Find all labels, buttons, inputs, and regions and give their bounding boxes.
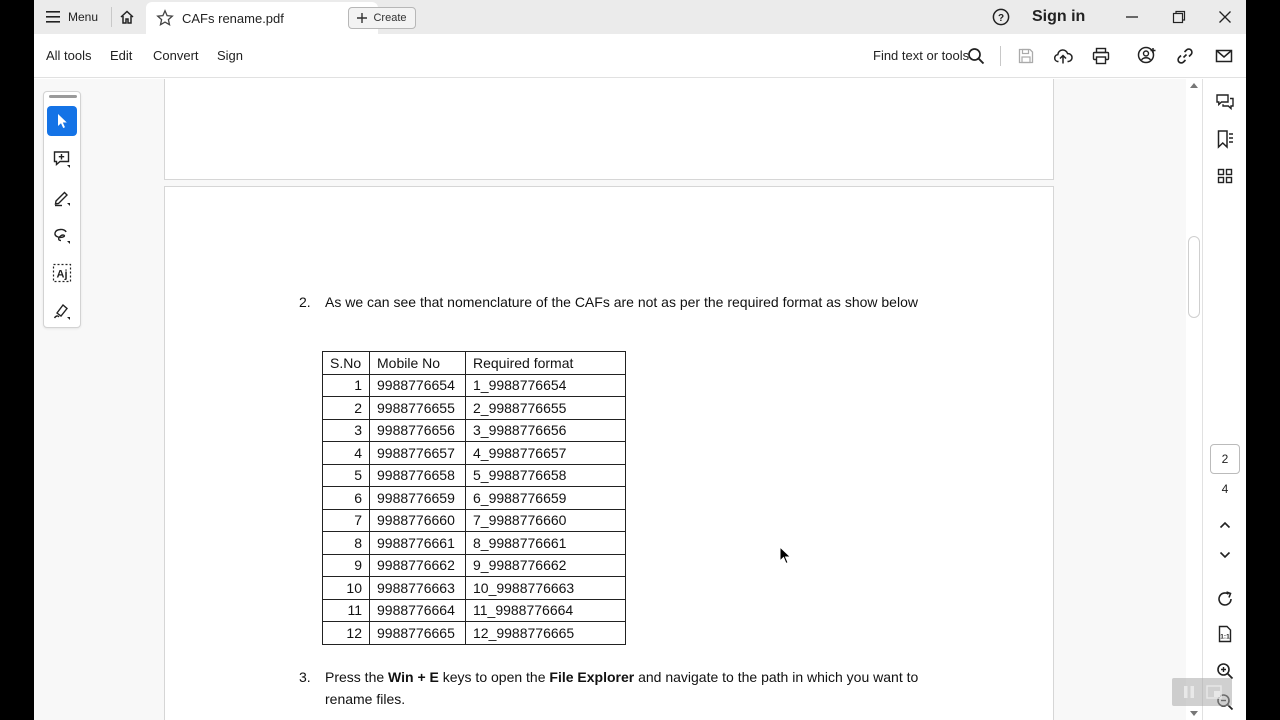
column-header: Required format [466,352,626,375]
rotate-button[interactable] [1215,589,1235,609]
serial-number-cell: 6 [323,487,370,510]
print-button[interactable] [1091,46,1111,66]
menu-label: Menu [68,10,99,24]
main-toolbar [34,34,1246,78]
picture-in-picture-icon[interactable] [1206,685,1222,699]
create-button[interactable] [348,7,416,29]
mobile-number-cell: 9988776665 [370,622,466,645]
link-icon [1176,47,1194,65]
table-row [323,419,626,442]
paragraph-item-2: As we can see that nomenclature of the CAFs are not as per the required format as show below [325,294,918,310]
required-format-cell: 1_9988776654 [466,374,626,397]
serial-number-cell: 7 [323,509,370,532]
print-icon [1092,47,1110,65]
drag-handle[interactable] [49,95,77,98]
highlight-tool[interactable] [47,182,77,212]
table-row [323,374,626,397]
save-icon [1017,47,1035,65]
video-overlay-controls[interactable] [1172,678,1232,706]
current-page-input[interactable]: 2 [1210,444,1240,474]
mobile-number-cell: 9988776654 [370,374,466,397]
add-comment-tool[interactable] [47,144,77,174]
bold-keys-text: Win + E [388,669,439,685]
table-header-row [323,352,626,375]
serial-number-cell: 8 [323,532,370,555]
mobile-number-cell: 9988776664 [370,599,466,622]
pdf-page-2 [164,186,1054,720]
mobile-number-cell: 9988776663 [370,577,466,600]
serial-number-cell: 5 [323,464,370,487]
text-run: Press the [325,669,389,685]
minimize-icon [1125,10,1139,24]
add-user-icon [1137,46,1157,66]
mobile-number-cell: 9988776655 [370,397,466,420]
copy-link-button[interactable] [1175,46,1195,66]
restore-icon [1172,10,1186,24]
required-format-cell: 5_9988776658 [466,464,626,487]
freehand-draw-icon [52,225,72,245]
right-side-rail [1202,79,1246,720]
acrobat-window [34,0,1246,720]
rotate-icon [1216,590,1234,608]
pen-highlight-icon [52,187,72,207]
search-button[interactable] [966,46,986,66]
serial-number-cell: 4 [323,442,370,465]
home-button[interactable] [114,4,140,30]
all-tools-menu[interactable]: All tools [46,48,92,63]
restore-button[interactable] [1168,6,1190,28]
text-run: and navigate to the path in which you want to [634,669,919,685]
paragraph-item-3-line-2: rename files. [325,691,406,707]
fill-sign-tool[interactable] [47,296,77,326]
save-button[interactable] [1016,46,1036,66]
tab-title: CAFs rename.pdf [182,10,284,26]
pdf-page-1 [164,79,1054,180]
help-button[interactable] [992,8,1010,26]
comment-add-icon [52,149,72,169]
sign-menu[interactable]: Sign [217,48,244,63]
table-row [323,599,626,622]
document-tab[interactable] [146,2,378,34]
mobile-number-cell: 9988776656 [370,419,466,442]
sign-pen-icon [52,301,72,321]
quick-tools-panel [43,91,81,328]
mobile-number-cell: 9988776658 [370,464,466,487]
bookmarks-panel-button[interactable] [1215,129,1235,149]
mobile-number-cell: 9988776659 [370,487,466,510]
scroll-up-arrow[interactable] [1190,83,1198,88]
document-viewport[interactable] [34,79,1202,720]
text-run: keys to open the [438,669,550,685]
find-text-or-tools[interactable]: Find text or tools [873,48,970,63]
table-row [323,532,626,555]
table-row [323,442,626,465]
required-format-cell: 11_9988776664 [466,599,626,622]
serial-number-cell: 9 [323,554,370,577]
table-row [323,554,626,577]
create-label: Create [373,12,407,24]
share-user-button[interactable] [1137,46,1157,66]
required-format-cell: 12_9988776665 [466,622,626,645]
table-row [323,577,626,600]
mouse-cursor-icon [779,546,793,566]
paragraph-item-3 [325,669,918,685]
title-tab-bar [34,0,1246,34]
table-row [323,509,626,532]
home-icon [119,9,135,25]
required-format-cell: 7_9988776660 [466,509,626,532]
draw-tool[interactable] [47,220,77,250]
svg-text:Aj: Aj [56,268,68,281]
previous-page-button[interactable] [1215,515,1235,535]
chevron-down-icon [1219,551,1231,559]
minimize-button[interactable] [1121,6,1143,28]
table-row [323,487,626,510]
left-letterbox [0,0,34,720]
vertical-scrollbar[interactable] [1186,79,1202,720]
serial-number-cell: 11 [323,599,370,622]
menu-button[interactable] [38,4,110,30]
mobile-number-cell: 9988776661 [370,532,466,555]
column-header: Mobile No [370,352,466,375]
cafs-table [322,351,626,645]
cursor-arrow-icon [55,113,69,129]
mobile-number-cell: 9988776657 [370,442,466,465]
pause-icon[interactable] [1182,685,1196,699]
required-format-cell: 4_9988776657 [466,442,626,465]
table-row [323,397,626,420]
scrollbar-thumb[interactable] [1188,236,1200,318]
email-icon [1215,48,1233,64]
column-header: S.No [323,352,370,375]
serial-number-cell: 10 [323,577,370,600]
text-select-icon [52,263,72,283]
convert-menu[interactable]: Convert [153,48,199,63]
right-letterbox [1246,0,1280,720]
grid-icon [1217,168,1233,184]
mobile-number-cell: 9988776660 [370,509,466,532]
bold-file-explorer-text: File Explorer [549,669,635,685]
table-row [323,464,626,487]
divider [111,7,112,27]
hamburger-icon [46,11,60,23]
required-format-cell: 6_9988776659 [466,487,626,510]
page-fit-icon [1216,625,1234,643]
edit-menu[interactable]: Edit [110,48,133,63]
required-format-cell: 8_9988776661 [466,532,626,555]
actual-size-button[interactable] [1215,624,1235,644]
close-window-button[interactable] [1214,6,1236,28]
chevron-up-icon [1219,521,1231,529]
total-pages: 4 [1221,482,1229,496]
required-format-cell: 2_9988776655 [466,397,626,420]
svg-text:?: ? [997,13,1005,24]
thumbnails-panel-button[interactable] [1215,166,1235,186]
scroll-down-arrow[interactable] [1190,711,1198,716]
star-icon[interactable] [156,9,174,27]
required-format-cell: 10_9988776663 [466,577,626,600]
bookmark-icon [1215,129,1235,149]
cloud-upload-icon [1053,47,1073,65]
table-body [323,374,626,644]
sign-in-button[interactable]: Sign in [1032,8,1086,25]
table-row [323,622,626,645]
select-tool[interactable] [47,106,77,136]
list-number: 2. [299,294,311,310]
email-button[interactable] [1214,46,1234,66]
next-page-button[interactable] [1215,545,1235,565]
divider [1000,46,1001,66]
serial-number-cell: 12 [323,622,370,645]
list-number: 3. [299,669,311,685]
required-format-cell: 9_9988776662 [466,554,626,577]
search-icon [967,47,985,65]
upload-button[interactable] [1053,46,1073,66]
serial-number-cell: 3 [323,419,370,442]
plus-icon [357,13,367,23]
serial-number-cell: 1 [323,374,370,397]
svg-text:1:1: 1:1 [1220,633,1230,641]
required-format-cell: 3_9988776656 [466,419,626,442]
close-icon [1218,10,1232,24]
comments-panel-button[interactable] [1215,92,1235,112]
help-icon [992,8,1010,26]
comments-icon [1215,92,1235,112]
mobile-number-cell: 9988776662 [370,554,466,577]
text-recognition-tool[interactable] [47,258,77,288]
serial-number-cell: 2 [323,397,370,420]
